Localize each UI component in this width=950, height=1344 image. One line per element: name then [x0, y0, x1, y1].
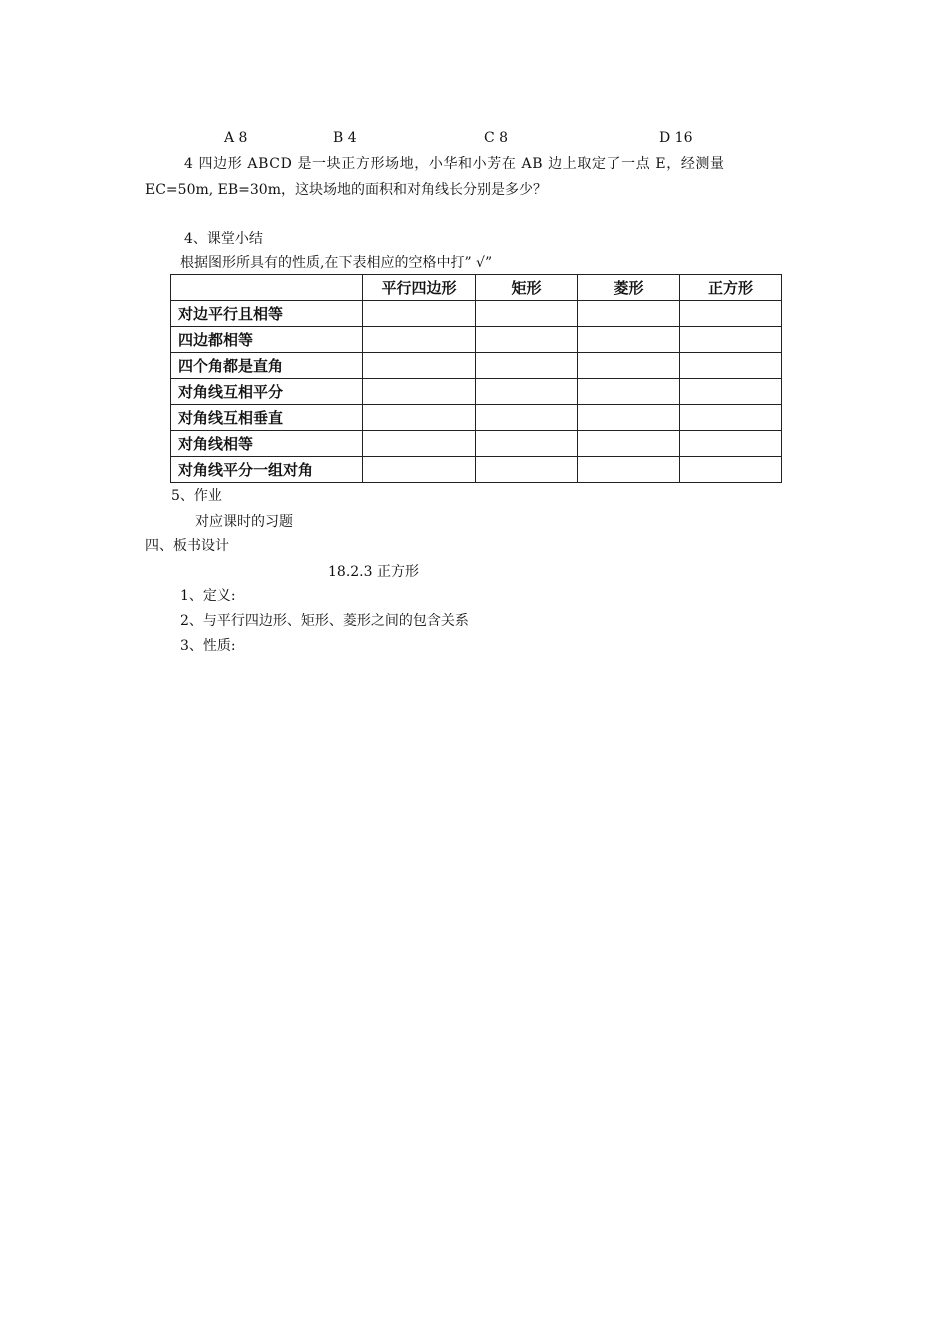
row-label: 对角线相等: [171, 431, 363, 457]
board-item-properties: 3、性质:: [180, 638, 236, 654]
header-blank: [171, 275, 363, 301]
table-row: [171, 327, 782, 353]
choice-d: D 16: [659, 130, 693, 146]
check-cell[interactable]: [476, 431, 578, 457]
check-cell[interactable]: [680, 353, 782, 379]
row-label: 对角线互相平分: [171, 379, 363, 405]
check-cell[interactable]: [578, 431, 680, 457]
header-rhombus: 菱形: [578, 275, 680, 301]
homework-text: 对应课时的习题: [195, 514, 293, 530]
check-cell[interactable]: [476, 327, 578, 353]
check-cell[interactable]: [680, 379, 782, 405]
check-cell[interactable]: [476, 379, 578, 405]
board-heading: 四、板书设计: [145, 538, 229, 554]
summary-instruction: 根据图形所具有的性质,在下表相应的空格中打” √”: [180, 255, 493, 271]
table-row: [171, 353, 782, 379]
table-row: [171, 457, 782, 483]
check-cell[interactable]: [363, 327, 476, 353]
check-cell[interactable]: [578, 457, 680, 483]
check-cell[interactable]: [680, 431, 782, 457]
homework-heading: 5、作业: [171, 488, 222, 504]
check-cell[interactable]: [578, 405, 680, 431]
table-row: [171, 379, 782, 405]
question4-line2: EC=50m, EB=30m，这块场地的面积和对角线长分别是多少？: [145, 182, 547, 198]
check-cell[interactable]: [680, 457, 782, 483]
check-cell[interactable]: [680, 405, 782, 431]
row-label: 对角线互相垂直: [171, 405, 363, 431]
check-cell[interactable]: [578, 379, 680, 405]
check-cell[interactable]: [363, 379, 476, 405]
table-row: [171, 301, 782, 327]
choice-c: C 8: [484, 130, 509, 146]
check-cell[interactable]: [578, 301, 680, 327]
check-cell[interactable]: [476, 353, 578, 379]
check-cell[interactable]: [363, 353, 476, 379]
check-cell[interactable]: [476, 405, 578, 431]
check-cell[interactable]: [363, 301, 476, 327]
check-cell[interactable]: [680, 327, 782, 353]
header-rectangle: 矩形: [476, 275, 578, 301]
header-square: 正方形: [680, 275, 782, 301]
header-parallelogram: 平行四边形: [363, 275, 476, 301]
check-cell[interactable]: [578, 353, 680, 379]
table-header-row: [171, 275, 782, 301]
check-cell[interactable]: [476, 457, 578, 483]
properties-table: [170, 274, 782, 483]
row-label: 对角线平分一组对角: [171, 457, 363, 483]
table-row: [171, 405, 782, 431]
choice-b: B 4: [333, 130, 357, 146]
board-item-relationship: 2、与平行四边形、矩形、菱形之间的包含关系: [180, 613, 469, 629]
board-title: 18.2.3 正方形: [328, 564, 419, 580]
table-row: [171, 431, 782, 457]
check-cell[interactable]: [578, 327, 680, 353]
check-cell[interactable]: [363, 431, 476, 457]
check-cell[interactable]: [680, 301, 782, 327]
row-label: 四边都相等: [171, 327, 363, 353]
row-label: 对边平行且相等: [171, 301, 363, 327]
check-cell[interactable]: [363, 405, 476, 431]
choice-a: A 8: [224, 130, 248, 146]
check-cell[interactable]: [363, 457, 476, 483]
question4-line1: 4 四边形 ABCD 是一块正方形场地，小华和小芳在 AB 边上取定了一点 E，经测量: [184, 156, 725, 172]
board-item-definition: 1、定义:: [180, 588, 236, 604]
check-cell[interactable]: [476, 301, 578, 327]
summary-heading: 4、课堂小结: [184, 231, 263, 247]
row-label: 四个角都是直角: [171, 353, 363, 379]
